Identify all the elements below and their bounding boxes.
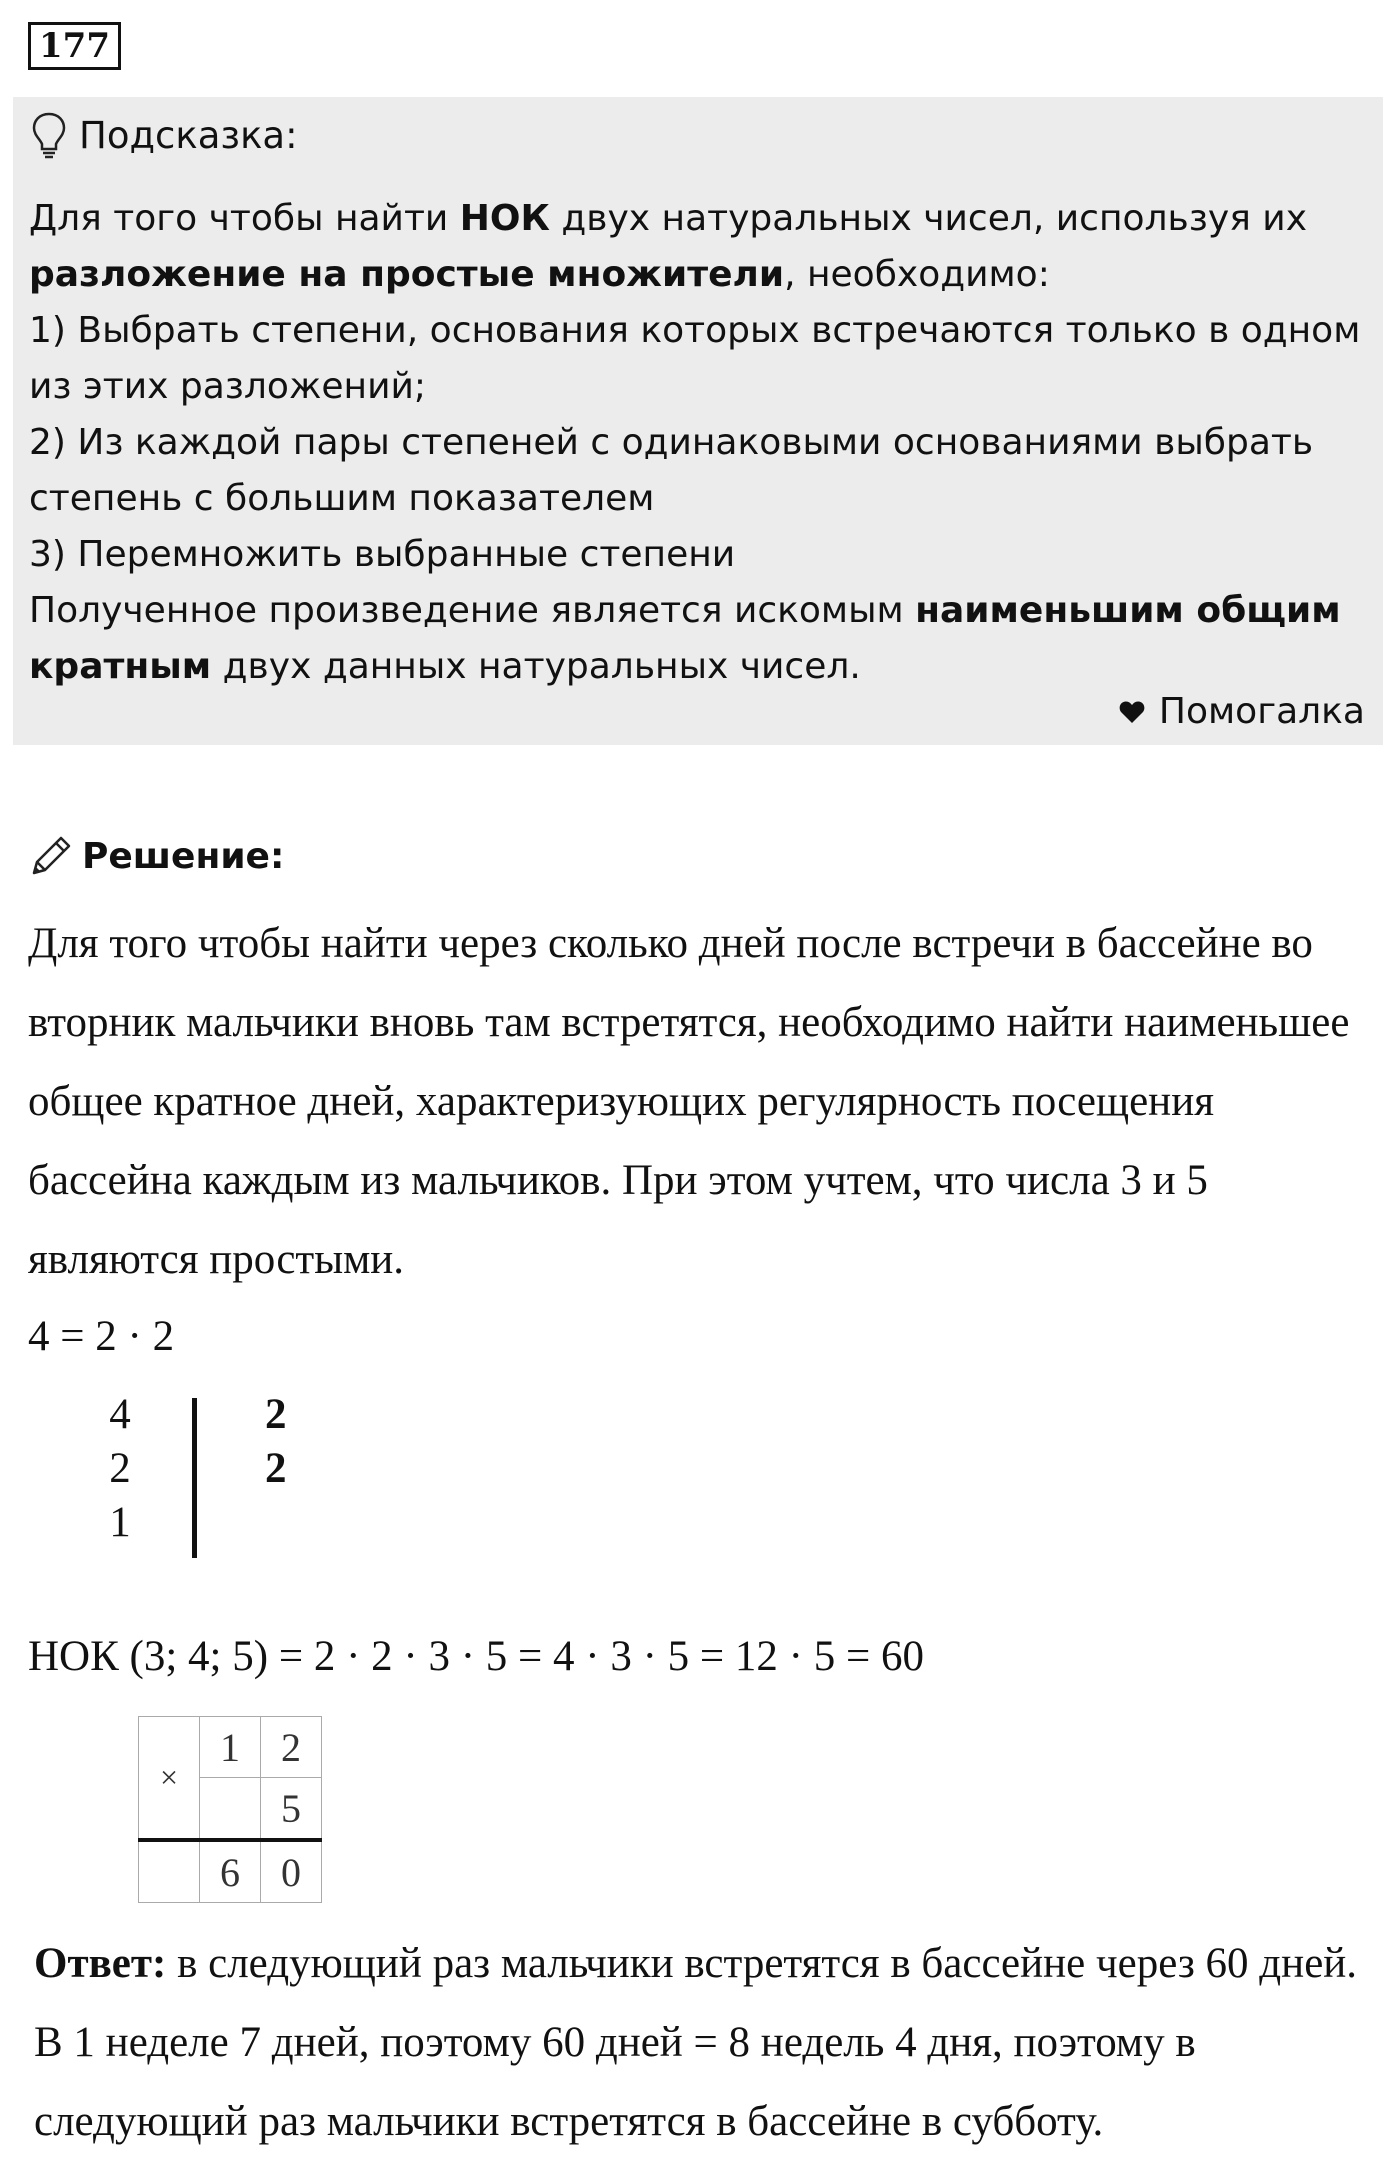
factor-left-value: 4: [109, 1391, 131, 1438]
factor-left-value: 2: [109, 1445, 131, 1492]
hint-box: [13, 97, 1383, 745]
hint-step-1: 1) Выбрать степени, основания которых встречаются только в одном из этих разложений;: [29, 310, 1361, 407]
factor-right-value: 2: [265, 1391, 287, 1438]
solution-title: Решение:: [82, 835, 285, 877]
equation-factorization: 4 = 2 · 2: [28, 1313, 175, 1360]
hint-step-3: 3) Перемножить выбранные степени: [29, 534, 736, 575]
mult-cell: 2: [261, 1717, 322, 1778]
hint-header: [31, 107, 298, 163]
factor-left-value: 1: [109, 1499, 131, 1546]
task-number: 177: [28, 22, 121, 70]
mult-cell: 6: [200, 1840, 261, 1903]
hint-text: Для того чтобы найти НОК двух натуральных чисел, используя их разложение на простые множители, необходимо: 1) Выбрать степени, основания которых встречаются только в одном из этих разложений; 2) Из каждой пары степеней с одинаковыми основаниями выбрать степень с большим показателем 3) Перемножить выбранные степени Полученное произведение является искомым наименьшим общим кратным двух данных натуральных чисел.: [29, 191, 1369, 695]
solution-header: [28, 828, 284, 884]
answer-text: [34, 1924, 1379, 2161]
hint-credit: Помогалка: [1119, 691, 1365, 732]
factor-right-value: 2: [265, 1445, 287, 1492]
mult-cell: 5: [261, 1778, 322, 1841]
mult-cell: 1: [200, 1717, 261, 1778]
lightbulb-icon: [31, 111, 67, 159]
mult-cell: 0: [261, 1840, 322, 1903]
factor-table: [60, 1390, 320, 1560]
answer-label: Ответ:: [34, 1940, 167, 1987]
equation-lcm: НОК (3; 4; 5) = 2 · 2 · 3 · 5 = 4 · 3 · 5 = 12 · 5 = 60: [28, 1633, 924, 1680]
multiply-sign: ×: [139, 1717, 200, 1841]
hint-title: Подсказка:: [79, 113, 298, 157]
factor-divider: [192, 1398, 197, 1558]
hint-term-lcm: наименьшим общим кратным: [29, 590, 1341, 687]
mult-cell: [200, 1778, 261, 1841]
hint-term-factorization: разложение на простые множители: [29, 254, 785, 295]
solution-text: Для того чтобы найти через сколько дней после встречи в бассейне во вторник мальчики вновь там встретятся, необходимо найти наименьшее общее кратное дней, характеризующих регулярность посещения бассейна каждым из мальчиков. При этом учтем, что числа 3 и 5 являются простыми.: [28, 920, 1350, 1283]
heart-icon: [1119, 700, 1145, 724]
pencil-icon: [28, 833, 72, 879]
mult-cell: [139, 1840, 200, 1903]
hint-term-nok: НОК: [459, 198, 550, 239]
hint-step-2: 2) Из каждой пары степеней с одинаковыми основаниями выбрать степень с большим показателем: [29, 422, 1314, 519]
multiplication-table: [138, 1716, 322, 1903]
answer-body: в следующий раз мальчики встретятся в бассейне через 60 дней. В 1 неделе 7 дней, поэтому 60 дней = 8 недель 4 дня, поэтому в следующий раз мальчики встретятся в бассейне в субботу.: [34, 1940, 1358, 2145]
